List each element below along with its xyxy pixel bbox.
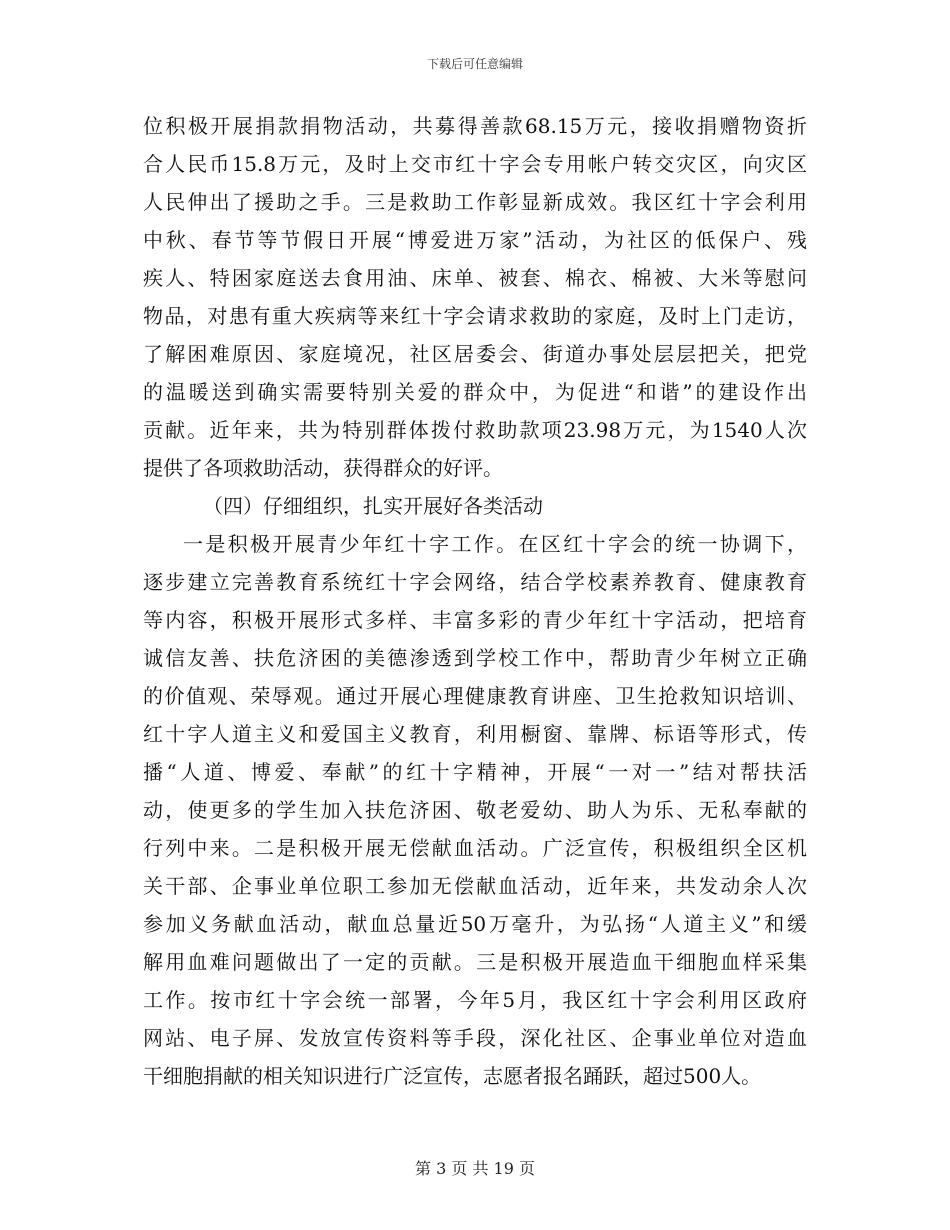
section-heading: （四）仔细组织，扎实开展好各类活动: [203, 494, 543, 518]
text-line: 了解困难原因、家庭境况，社区居委会、街道办事处层层把关，把党: [143, 342, 807, 366]
text-line: 网站、电子屏、发放宣传资料等手段，深化社区、企事业单位对造血: [143, 1026, 807, 1050]
page-header: 下载后可任意编辑: [426, 57, 523, 71]
text-line: 参加义务献血活动，献血总量近50万毫升，为弘扬“人道主义”和缓: [143, 912, 807, 936]
page-number: 第 3 页 共 19 页: [415, 1159, 535, 1178]
text-line: 疾人、特困家庭送去食用油、床单、被套、棉衣、棉被、大米等慰问: [143, 266, 807, 290]
text-line: 提供了各项救助活动，获得群众的好评。: [143, 456, 503, 480]
document-body: [143, 107, 807, 1095]
text-line: 红十字人道主义和爱国主义教育，利用橱窗、靠牌、标语等形式，传: [143, 722, 807, 746]
text-line: 的温暖送到确实需要特别关爱的群众中，为促进“和谐”的建设作出: [143, 380, 807, 404]
text-line: 合人民币15.8万元，及时上交市红十字会专用帐户转交灾区，向灾区: [143, 152, 807, 176]
text-line: 人民伸出了援助之手。三是救助工作彰显新成效。我区红十字会利用: [143, 190, 807, 214]
text-line: 干细胞捐献的相关知识进行广泛宣传，志愿者报名踊跃，超过500人。: [143, 1064, 762, 1088]
text-line: 播“人道、博爱、奉献”的红十字精神，开展“一对一”结对帮扶活: [143, 760, 807, 784]
text-line: 逐步建立完善教育系统红十字会网络，结合学校素养教育、健康教育: [143, 570, 807, 594]
text-line: 等内容，积极开展形式多样、丰富多彩的青少年红十字活动，把培育: [143, 608, 807, 632]
text-line: 动，使更多的学生加入扶危济困、敬老爱幼、助人为乐、无私奉献的: [143, 798, 807, 822]
text-line: 工作。按市红十字会统一部署，今年5月，我区红十字会利用区政府: [143, 988, 807, 1012]
text-line: 一是积极开展青少年红十字工作。在区红十字会的统一协调下，: [183, 532, 807, 556]
text-line: 关干部、企事业单位职工参加无偿献血活动，近年来，共发动余人次: [143, 874, 807, 898]
text-line: 中秋、春节等节假日开展“博爱进万家”活动，为社区的低保户、残: [143, 228, 807, 252]
text-line: 位积极开展捐款捐物活动，共募得善款68.15万元，接收捐赠物资折: [143, 114, 807, 138]
text-line: 物品，对患有重大疾病等来红十字会请求救助的家庭，及时上门走访，: [143, 304, 807, 328]
text-line: 解用血难问题做出了一定的贡献。三是积极开展造血干细胞血样采集: [143, 950, 807, 974]
text-line: 诚信友善、扶危济困的美德渗透到学校工作中，帮助青少年树立正确: [143, 646, 807, 670]
text-line: 行列中来。二是积极开展无偿献血活动。广泛宣传，积极组织全区机: [143, 836, 807, 860]
text-line: 贡献。近年来，共为特别群体拨付救助款项23.98万元，为1540人次: [143, 418, 807, 442]
text-line: 的价值观、荣辱观。通过开展心理健康教育讲座、卫生抢救知识培训、: [143, 684, 807, 708]
